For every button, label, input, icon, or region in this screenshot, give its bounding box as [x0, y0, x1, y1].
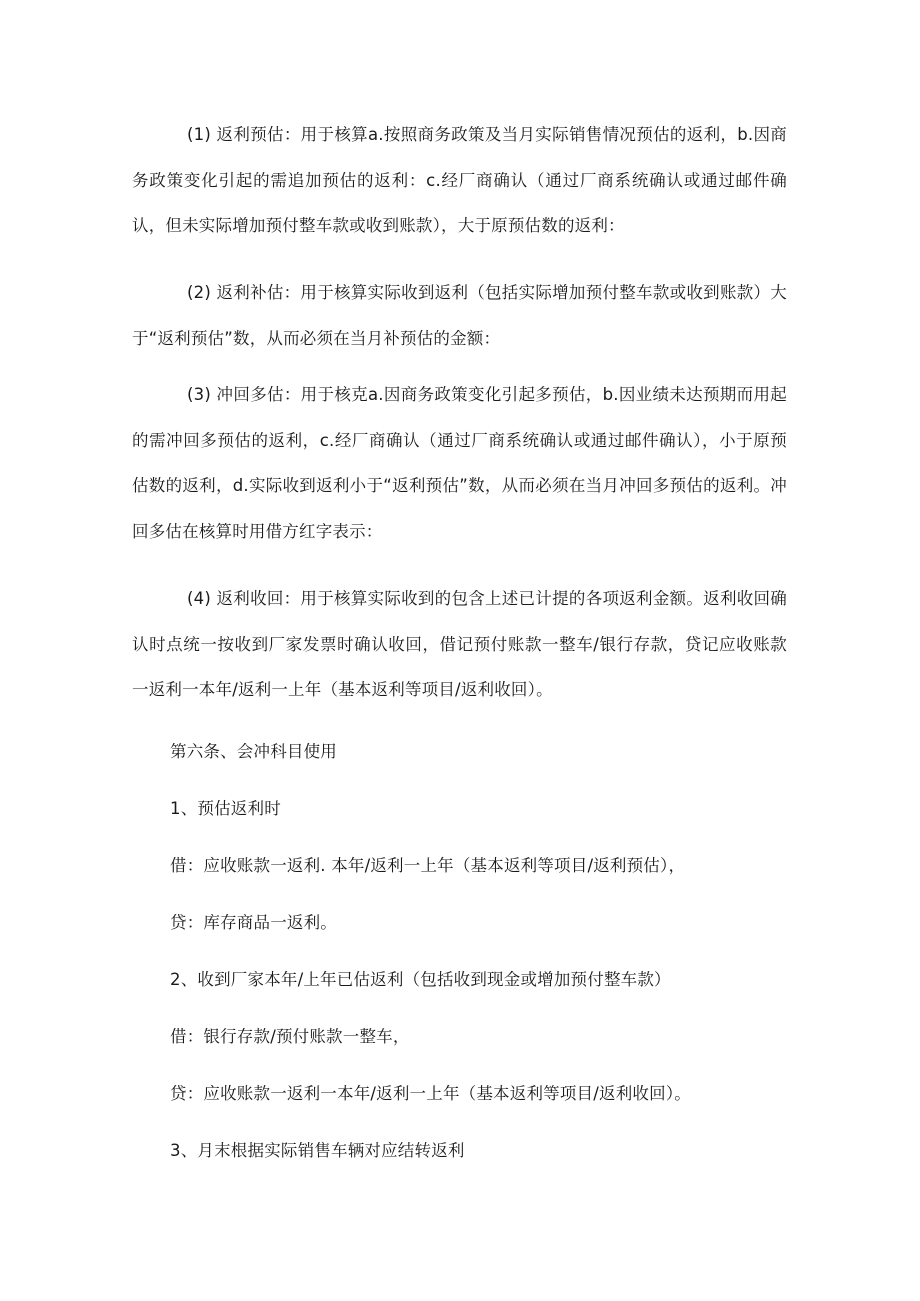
- entry-debit-2: 借：银行存款/预付账款一整车，: [170, 1027, 410, 1046]
- item-3-heading: 3、月末根据实际销售车辆对应结转返利: [170, 1141, 465, 1160]
- entry-credit-1: 贷：库存商品一返利。: [170, 913, 337, 932]
- item-2-heading: 2、收到厂家本年/上年已估返利（包括收到现金或增加预付整车款）: [170, 970, 671, 989]
- entry-credit-2: 贷：应收账款一返利一本年/返利一上年（基本返利等项目/返利收回）。: [170, 1084, 691, 1103]
- paragraph-rebate-supplement: (2) 返利补估：用于核算实际收到返利（包括实际增加预付整车款或收到账款）大于“返利预估”数，从而必须在当月补预估的金额：: [132, 283, 787, 348]
- entry-debit-1: 借：应收账款一返利. 本年/返利一上年（基本返利等项目/返利预估），: [170, 856, 686, 875]
- article-six-heading: 第六条、会冲科目使用: [170, 742, 337, 761]
- paragraph-reverse-overestimate: (3) 冲回多估：用于核克a.因商务政策变化引起多预估，b.因业绩未达预期而用起的需冲回多预估的返利，c.经厂商确认（通过厂商系统确认或通过邮件确认），小于原预估数的返利，d.实际收到返利小于“返利预估”数，从而必须在当月冲回多预估的返利。冲回多估在核算时用借方红字表示：: [132, 385, 787, 541]
- paragraph-rebate-recovery: (4) 返利收回：用于核算实际收到的包含上述已计提的各项返利金额。返利收回确认时点统一按收到厂家发票时确认收回，借记预付账款一整车/银行存款，贷记应收账款一返利一本年/返利一上年（基本返利等项目/返利收回）。: [132, 589, 787, 699]
- paragraph-rebate-estimate: (1) 返利预估：用于核算a.按照商务政策及当月实际销售情况预估的返利，b.因商务政策变化引起的需追加预估的返利：c.经厂商确认（通过厂商系统确认或通过邮件确认，但未实际增加预付整车款或收到账款），大于原预估数的返利：: [132, 125, 787, 235]
- item-1-heading: 1、预估返利时: [170, 799, 281, 818]
